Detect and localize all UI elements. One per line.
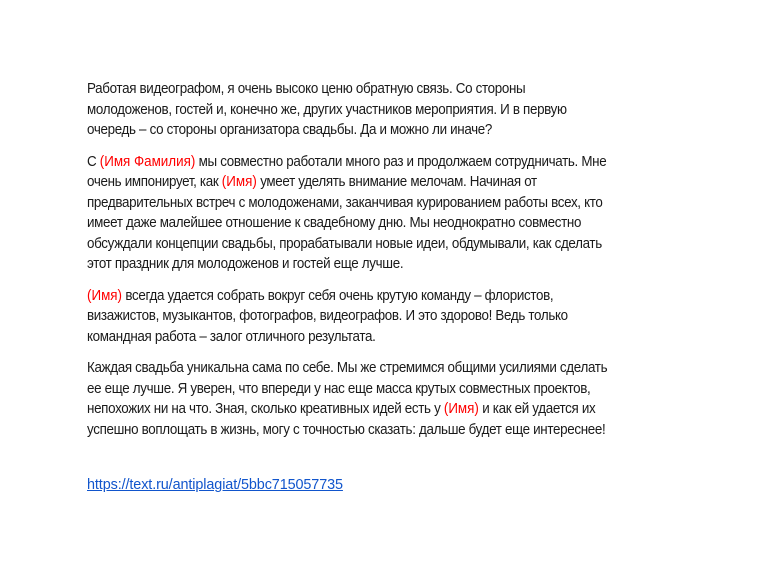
text-run: обсуждали концепции свадьбы, прорабатывали новые идеи, обдумывали, как сделать [87,235,602,252]
text-line [87,172,708,193]
text-run: успешно воплощать в жизнь, могу с точностью сказать: дальше будет еще интереснее! [87,421,606,438]
text-line [87,79,708,100]
text-line [87,420,708,441]
text-line [87,358,708,379]
text-run: визажистов, музыкантов, фотографов, видеографов. И это здорово! Ведь только [87,308,568,324]
text-run: командная работа – залог отличного результата. [87,328,376,345]
placeholder-name: (Имя) [87,287,122,304]
link-container [87,476,343,494]
text-run: ее еще лучше. Я уверен, что впереди у нас еще масса крутых совместных проектов, [87,380,591,397]
text-run: предварительных встреч с молодоженами, заканчивая курированием работы всех, кто [87,194,603,211]
text-run: имеет даже малейшее отношение к свадебному дню. Мы неоднократно совместно [87,215,582,231]
text-line [87,254,708,275]
paragraph-team [87,286,708,348]
text-line [87,399,708,420]
text-line [87,286,708,307]
text-run: этот праздник для молодоженов и гостей еще лучше. [87,256,404,272]
paragraph-collaboration [87,152,708,275]
text-line [87,327,708,348]
paragraph-closing [87,358,708,440]
text-run: очень импонирует, как [87,174,222,190]
text-line [87,100,708,121]
antiplagiat-link[interactable]: https://text.ru/antiplagiat/5bbc715057735 [87,477,343,493]
text-run: непохожих ни на что. Зная, сколько креативных идей есть у [87,401,444,417]
text-run: очередь – со стороны организатора свадьбы. Да и можно ли иначе? [87,122,493,138]
text-run: молодоженов, гостей и, конечно же, других участников мероприятия. И в первую [87,101,567,118]
text-line [87,306,708,327]
text-line [87,213,708,234]
text-line [87,152,708,173]
placeholder-name: (Имя) [443,401,479,417]
text-run: и как ей удается их [478,401,596,417]
text-line [87,379,708,400]
text-line [87,234,708,255]
text-run: всегда удается собрать вокруг себя очень крутую команду – флористов, [121,287,554,304]
text-run: умеет уделять внимание мелочам. Начиная от [256,174,537,190]
text-line [87,120,708,141]
text-run: мы совместно работали много раз и продолжаем сотрудничать. Мне [195,153,607,170]
text-run: С [87,153,100,170]
placeholder-full-name: (Имя Фамилия) [99,153,196,170]
text-run: Работая видеографом, я очень высоко ценю обратную связь. Со стороны [87,81,526,97]
text-run: Каждая свадьба уникальна сама по себе. Мы же стремимся общими усилиями сделать [87,360,608,376]
placeholder-name: (Имя) [221,174,257,190]
paragraph-intro [87,79,708,141]
document-body [87,79,707,451]
text-line [87,193,708,214]
